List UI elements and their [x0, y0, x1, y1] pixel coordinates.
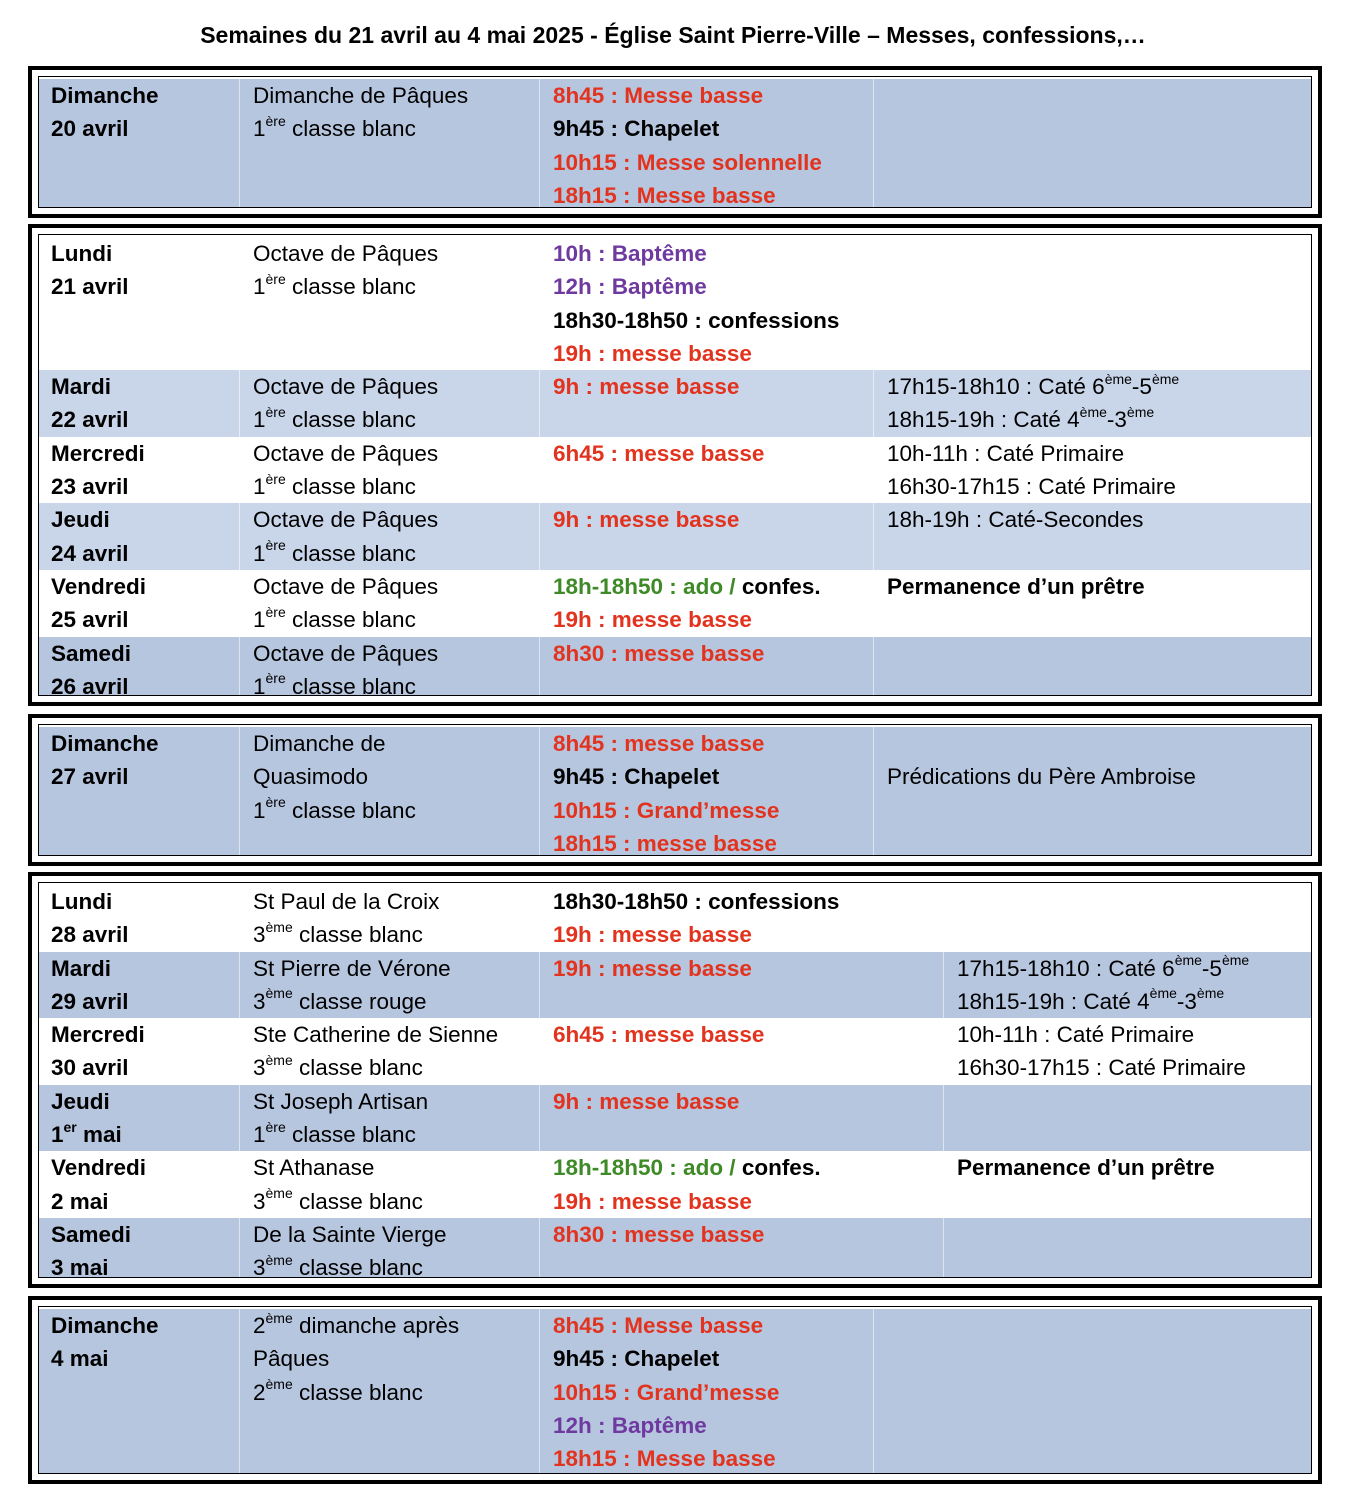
day-cell [51, 1018, 145, 1085]
day-line: Samedi [51, 640, 132, 666]
schedule-item: 8h30 : messe basse [553, 1222, 765, 1247]
schedule-ado: 18h-18h50 : ado / [553, 574, 742, 599]
schedule-item: 9h45 : Chapelet [553, 116, 720, 142]
column-divider [239, 1085, 240, 1152]
day-cell [51, 1085, 122, 1152]
day-row [39, 637, 1311, 696]
day-line: 24 avril [51, 540, 129, 566]
feast-line: Pâques [253, 1346, 330, 1372]
column-divider [873, 1309, 874, 1474]
day-line: 4 mai [51, 1346, 109, 1372]
column-divider [239, 79, 240, 208]
column-divider [873, 370, 874, 437]
superscript: ère [265, 403, 286, 420]
column-divider [239, 1018, 240, 1085]
block-inner [38, 882, 1312, 1278]
day-line: Jeudi [51, 1088, 110, 1114]
block-inner [38, 234, 1312, 696]
schedule-cell [553, 237, 839, 370]
schedule-cell [553, 1309, 779, 1474]
schedule-item: 18h15 : Messe basse [553, 182, 776, 208]
schedule-item: 19h : messe basse [553, 340, 752, 366]
superscript: ème [1104, 370, 1132, 387]
feast-line: St Athanase [253, 1155, 375, 1181]
feast-cell [253, 727, 416, 856]
activity-line: Permanence d’un prêtre [887, 574, 1145, 599]
superscript: ère [265, 794, 286, 811]
schedule-item: 18h30-18h50 : confessions [553, 307, 840, 333]
feast-cell [253, 437, 438, 504]
day-row [39, 727, 1311, 856]
column-divider [539, 1218, 540, 1278]
day-row [39, 1218, 1311, 1278]
activity-line: 17h15-18h10 : Caté 6ème-5ème [957, 952, 1250, 981]
activity-cell [957, 1151, 1215, 1218]
activity-cell [957, 952, 1249, 1019]
day-line: Mercredi [51, 1022, 145, 1048]
feast-cell [253, 1218, 446, 1278]
feast-cell [253, 1151, 423, 1218]
day-row [39, 1309, 1311, 1474]
block-inner [38, 1306, 1312, 1474]
column-divider [539, 1151, 540, 1218]
day-line: Dimanche [51, 83, 159, 108]
feast-line: 3ème classe blanc [253, 1185, 423, 1214]
column-divider [539, 1085, 540, 1152]
feast-line: De la Sainte Vierge [253, 1222, 447, 1247]
feast-cell [253, 637, 438, 696]
superscript: ème [265, 1185, 293, 1202]
day-line: 26 avril [51, 673, 129, 696]
activity-cell [957, 1018, 1246, 1085]
feast-line: 2ème dimanche après [253, 1309, 460, 1338]
column-divider [539, 885, 540, 952]
schedule-item: 18h15 : messe basse [553, 830, 777, 856]
schedule-item: 9h : messe basse [553, 507, 740, 533]
column-divider [943, 1085, 944, 1152]
feast-line: Dimanche de [253, 731, 386, 756]
day-line: Samedi [51, 1222, 132, 1247]
feast-cell [253, 1309, 459, 1474]
day-cell [51, 370, 129, 437]
feast-line: Dimanche de Pâques [253, 83, 469, 108]
column-divider [539, 79, 540, 208]
feast-line: 3ème classe blanc [253, 1251, 423, 1278]
column-divider [943, 952, 944, 1019]
column-divider [873, 637, 874, 696]
column-divider [873, 570, 874, 637]
day-cell [51, 1309, 159, 1474]
day-cell [51, 237, 129, 370]
superscript: ère [265, 270, 286, 287]
column-divider [239, 952, 240, 1019]
day-line: Lundi [51, 889, 113, 914]
schedule-item: 9h45 : Chapelet [553, 764, 720, 790]
column-divider [539, 952, 540, 1019]
column-divider [943, 1018, 944, 1085]
feast-line: St Joseph Artisan [253, 1088, 429, 1114]
day-line: 22 avril [51, 407, 129, 433]
schedule-item: 9h : messe basse [553, 374, 740, 400]
schedule-item [553, 1151, 821, 1184]
column-divider [539, 637, 540, 696]
day-cell [51, 885, 129, 952]
week-block [28, 1296, 1322, 1484]
schedule-cell [553, 727, 779, 856]
superscript: ère [265, 670, 286, 687]
feast-line: 1ère classe blanc [253, 112, 416, 142]
superscript: ème [265, 1376, 293, 1393]
activity-cell [887, 370, 1179, 437]
feast-cell [253, 952, 451, 1019]
column-divider [873, 503, 874, 570]
block-inner [38, 76, 1312, 208]
schedule-item: 8h45 : Messe basse [553, 83, 764, 108]
column-divider [539, 503, 540, 570]
day-line: Jeudi [51, 507, 110, 533]
superscript: ème [265, 1251, 293, 1268]
feast-line: 3ème classe blanc [253, 918, 423, 948]
superscript: ème [265, 1309, 293, 1326]
feast-cell [253, 1085, 428, 1152]
superscript: ème [265, 985, 293, 1002]
column-divider [539, 1309, 540, 1474]
superscript: ère [265, 1118, 286, 1135]
activity-line: 16h30-17h15 : Caté Primaire [957, 1055, 1246, 1081]
activity-line: 18h15-19h : Caté 4ème-3ème [957, 985, 1225, 1014]
day-row [39, 79, 1311, 208]
superscript: ère [265, 603, 286, 620]
feast-cell [253, 570, 438, 637]
schedule-item: 8h45 : messe basse [553, 731, 765, 756]
feast-cell [253, 503, 438, 570]
feast-line: 1ère classe blanc [253, 470, 416, 500]
superscript: ère [265, 112, 286, 129]
schedule-cell [553, 503, 739, 570]
column-divider [239, 1151, 240, 1218]
day-line: Dimanche [51, 1313, 159, 1338]
day-cell [51, 503, 129, 570]
feast-line: 3ème classe blanc [253, 1051, 423, 1081]
column-divider [239, 237, 240, 370]
schedule-item: 9h : messe basse [553, 1088, 740, 1114]
day-line: 2 mai [51, 1188, 109, 1214]
column-divider [873, 79, 874, 208]
schedule-item: 10h15 : Messe solennelle [553, 149, 822, 175]
day-row [39, 437, 1311, 504]
activity-line: 10h-11h : Caté Primaire [957, 1022, 1195, 1048]
day-row [39, 503, 1311, 570]
superscript: ère [265, 537, 286, 554]
day-line: 28 avril [51, 922, 129, 948]
week-block [28, 224, 1322, 706]
week-block [28, 714, 1322, 866]
column-divider [539, 237, 540, 370]
day-line: 1er mai [51, 1118, 122, 1148]
day-cell [51, 727, 159, 856]
day-row [39, 570, 1311, 637]
schedule-item: 19h : messe basse [553, 955, 752, 981]
day-line: 30 avril [51, 1055, 129, 1081]
schedule-cell [553, 1218, 764, 1278]
schedule-cell [553, 1018, 764, 1085]
feast-line: 1ère classe blanc [253, 403, 416, 433]
schedule-item: 10h : Baptême [553, 241, 707, 266]
superscript: ème [1221, 952, 1250, 969]
day-line: Mercredi [51, 440, 145, 466]
feast-cell [253, 237, 438, 370]
day-cell [51, 570, 146, 637]
column-divider [539, 727, 540, 856]
activity-line: Permanence d’un prêtre [957, 1155, 1215, 1181]
schedule-item: 10h15 : Grand’messe [553, 1379, 780, 1405]
day-line: 21 avril [51, 274, 129, 300]
activity-cell [887, 570, 1145, 637]
day-line: 3 mai [51, 1255, 109, 1278]
activity-cell [887, 437, 1176, 504]
activity-line: 18h-19h : Caté-Secondes [887, 507, 1144, 533]
schedule-item: 19h : messe basse [553, 607, 752, 633]
superscript: ème [265, 1051, 293, 1068]
day-line: Dimanche [51, 731, 159, 756]
schedule-cell [553, 570, 821, 637]
schedule-cell [553, 885, 839, 952]
schedule-ado: 18h-18h50 : ado / [553, 1155, 742, 1181]
feast-cell [253, 885, 439, 952]
activity-line: 18h15-19h : Caté 4ème-3ème [887, 403, 1155, 433]
feast-cell [253, 1018, 498, 1085]
column-divider [943, 1218, 944, 1278]
column-divider [239, 437, 240, 504]
feast-line: Ste Catherine de Sienne [253, 1022, 499, 1048]
column-divider [239, 503, 240, 570]
column-divider [239, 637, 240, 696]
superscript: ème [265, 918, 293, 935]
schedule-item: 10h15 : Grand’messe [553, 797, 780, 823]
column-divider [539, 570, 540, 637]
feast-line: Octave de Pâques [253, 574, 439, 599]
schedule-cell [553, 1085, 739, 1152]
feast-cell [253, 79, 468, 208]
column-divider [539, 370, 540, 437]
feast-line: Octave de Pâques [253, 440, 439, 466]
column-divider [873, 437, 874, 504]
day-row [39, 952, 1311, 1019]
feast-line: St Pierre de Vérone [253, 955, 451, 981]
day-cell [51, 1218, 131, 1278]
superscript: ème [1151, 370, 1180, 387]
feast-line: 1ère classe blanc [253, 794, 416, 823]
activity-line: 16h30-17h15 : Caté Primaire [887, 474, 1176, 500]
day-line: Mardi [51, 374, 112, 400]
day-row [39, 237, 1311, 370]
column-divider [943, 1151, 944, 1218]
feast-line: St Paul de la Croix [253, 889, 440, 914]
day-line: 27 avril [51, 764, 129, 790]
column-divider [539, 1018, 540, 1085]
column-divider [539, 437, 540, 504]
schedule-item [553, 570, 821, 603]
superscript: ème [1126, 403, 1155, 420]
schedule-item: 8h45 : Messe basse [553, 1313, 764, 1338]
superscript: ère [265, 470, 286, 487]
day-cell [51, 637, 131, 696]
schedule-item: 12h : Baptême [553, 274, 707, 300]
day-row [39, 1151, 1311, 1218]
activity-line: 17h15-18h10 : Caté 6ème-5ème [887, 370, 1180, 400]
schedule-cell [553, 437, 764, 504]
block-inner [38, 724, 1312, 856]
week-block [28, 872, 1322, 1288]
column-divider [239, 570, 240, 637]
column-divider [873, 727, 874, 856]
schedule-cell [553, 370, 739, 437]
schedule-item: 9h45 : Chapelet [553, 1346, 720, 1372]
page-title: Semaines du 21 avril au 4 mai 2025 - Église Saint Pierre-Ville – Messes, confessions,… [200, 22, 1146, 48]
superscript: ème [1079, 403, 1107, 420]
feast-line: 1ère classe blanc [253, 270, 416, 300]
feast-line: Octave de Pâques [253, 507, 439, 533]
schedule-item: 18h15 : Messe basse [553, 1446, 776, 1472]
feast-line: 1ère classe blanc [253, 537, 416, 566]
feast-line: Octave de Pâques [253, 640, 439, 666]
schedule-cell [553, 637, 764, 696]
feast-line: Octave de Pâques [253, 374, 439, 400]
activity-cell [887, 503, 1143, 570]
schedule-item: 18h30-18h50 : confessions [553, 889, 840, 914]
schedule-item: 19h : messe basse [553, 1188, 752, 1214]
day-line: 20 avril [51, 116, 129, 142]
schedule-confession: confes. [741, 574, 821, 599]
feast-line: Octave de Pâques [253, 241, 439, 266]
column-divider [873, 237, 874, 370]
day-row [39, 370, 1311, 437]
column-divider [239, 1218, 240, 1278]
day-line: Lundi [51, 241, 113, 266]
day-cell [51, 1151, 146, 1218]
day-line: Vendredi [51, 574, 147, 599]
schedule-cell [553, 79, 822, 208]
schedule-item: 19h : messe basse [553, 922, 752, 948]
day-row [39, 1018, 1311, 1085]
day-cell [51, 437, 145, 504]
day-line: 25 avril [51, 607, 129, 633]
day-cell [51, 952, 129, 1019]
activity-line: 10h-11h : Caté Primaire [887, 440, 1125, 466]
week-block [28, 66, 1322, 218]
column-divider [239, 370, 240, 437]
column-divider [943, 885, 944, 952]
column-divider [239, 727, 240, 856]
feast-line: 1ère classe blanc [253, 603, 416, 633]
superscript: ème [1149, 985, 1177, 1002]
schedule-item: 6h45 : messe basse [553, 1022, 765, 1048]
superscript: ème [1174, 952, 1202, 969]
schedule-item: 8h30 : messe basse [553, 640, 765, 666]
day-row [39, 1085, 1311, 1152]
activity-line [887, 727, 1196, 760]
superscript: er [63, 1118, 77, 1135]
activity-line: Prédications du Père Ambroise [887, 764, 1196, 790]
superscript: ème [1196, 985, 1225, 1002]
column-divider [239, 1309, 240, 1474]
day-line: 23 avril [51, 474, 129, 500]
day-row [39, 885, 1311, 952]
activity-cell [887, 727, 1196, 856]
feast-cell [253, 370, 438, 437]
schedule-item: 12h : Baptême [553, 1412, 707, 1438]
feast-line: 1ère classe blanc [253, 1118, 416, 1148]
feast-line: 2ème classe blanc [253, 1376, 423, 1405]
day-cell [51, 79, 159, 208]
day-line: Vendredi [51, 1155, 147, 1181]
schedule-cell [553, 952, 752, 1019]
schedule-cell [553, 1151, 821, 1218]
feast-line: 3ème classe rouge [253, 985, 427, 1014]
column-divider [239, 885, 240, 952]
schedule-item: 6h45 : messe basse [553, 440, 765, 466]
day-line: 29 avril [51, 988, 129, 1014]
day-line: Mardi [51, 955, 112, 981]
schedule-confession: confes. [741, 1155, 821, 1181]
feast-line: Quasimodo [253, 764, 369, 790]
feast-line: 1ère classe blanc [253, 670, 416, 696]
